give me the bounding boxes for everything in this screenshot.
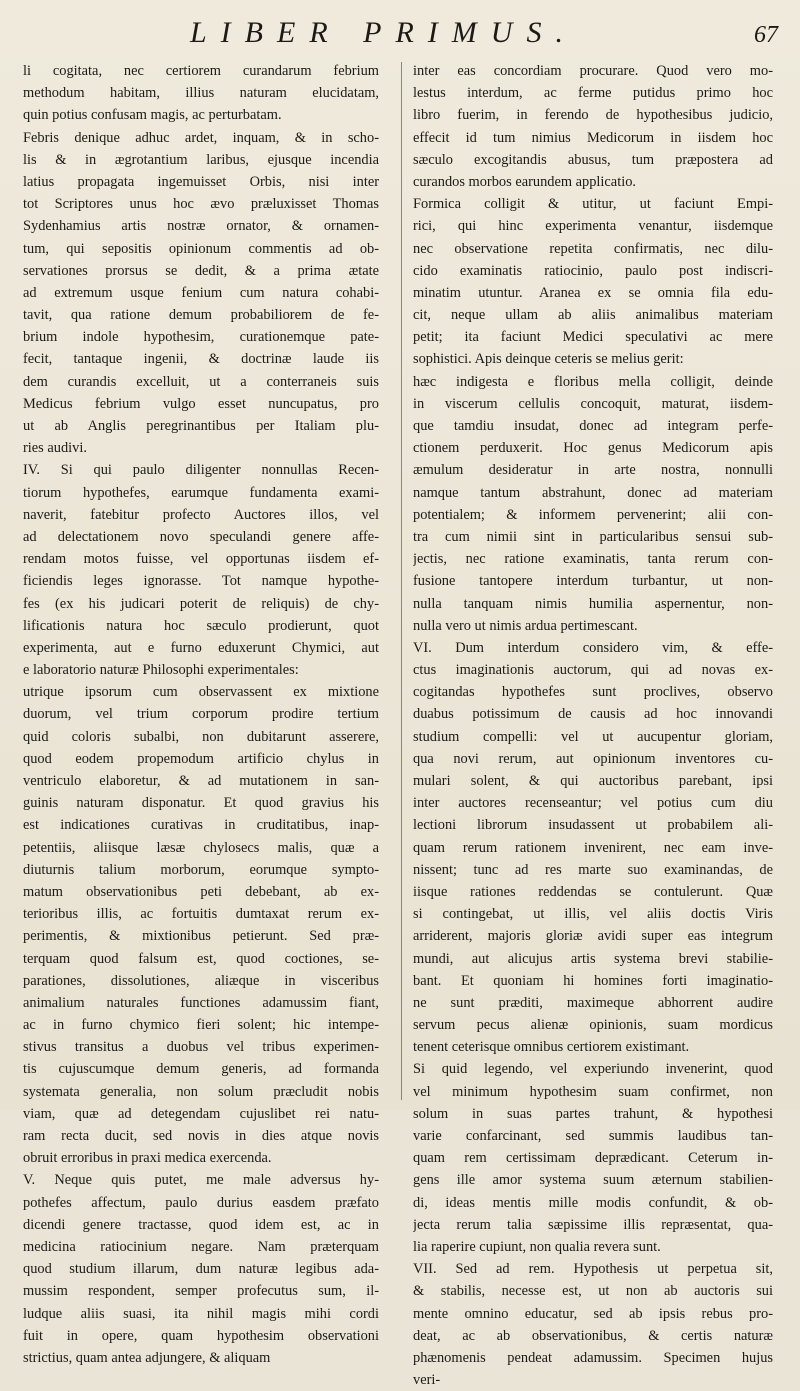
text-line: Medicus febrium vulgo esset nuncupatus, pro <box>23 395 379 412</box>
right-text-column <box>413 60 773 1391</box>
text-line: tot Scriptores unus hoc ævo præluxisset Thomas <box>23 196 379 213</box>
text-line: deat, ac ab observationibus, & certis naturæ <box>413 1327 773 1344</box>
text-line: viam, quæ ad detegendam cujuslibet rei natu- <box>23 1105 379 1122</box>
text-line: lectioni librorum insudassent ut probabilem ali- <box>413 817 773 834</box>
text-line: dicendi genere tractasse, quod idem est, ac in <box>23 1216 379 1233</box>
text-line: terquam quod falsum est, quod coctiones, se- <box>23 950 379 967</box>
text-line: obruit erroribus in praxi medica exercenda. <box>23 1150 272 1167</box>
text-line: vel minimum hypothesim suam confirmet, non <box>413 1083 773 1100</box>
text-line: Sydenhamius artis nostræ ornator, & ornamen- <box>23 218 379 235</box>
text-line: e laboratorio naturæ Philosophi experimentales: <box>23 662 299 679</box>
text-line: namque tantum abstrahunt, donec ad materiam <box>413 484 773 501</box>
text-line: utrique ipsorum cum observassent ex mixtione <box>23 684 379 701</box>
text-line: quod studium illarum, dum naturæ legibus ada- <box>23 1261 379 1278</box>
text-line: si contingebat, ut illis, vel aliis doctis Viris <box>413 906 773 923</box>
text-line: nulla vero ut nimis ardua pertimescant. <box>413 617 638 634</box>
text-line: ctus imaginationis auctorum, qui ad novas ex- <box>413 662 773 679</box>
text-line: fes (ex his judicari poterit de reliquis) de chy- <box>23 595 379 612</box>
text-line: gens ille amor systema suum æternum stabilien- <box>413 1172 773 1189</box>
text-line: ficiendis leges ignorasse. Tot namque hypothe- <box>23 573 379 590</box>
text-line: tavit, qua ratione demum probabiliorem de fe- <box>23 307 379 324</box>
text-line: ludque aliis suasi, ita nihil magis mihi cordi <box>23 1305 379 1322</box>
text-line: dem curandis excelluit, ut a conterraneis suis <box>23 373 379 390</box>
text-line: bant. Et quoniam hi homines forti imaginatio- <box>413 972 773 989</box>
text-line: Febris denique adhuc ardet, inquam, & in scho- <box>23 129 379 146</box>
text-line: libro fuerim, in ferendo de hypothesibus judicio, <box>413 107 773 124</box>
text-line: cido examinatis ratiocinio, paulo post indiscri- <box>413 262 773 279</box>
text-line: latius propagata ingemuisset Orbis, nisi inter <box>23 173 379 190</box>
text-line: minatim utuntur. Aranea ex se omnia fila edu- <box>413 284 773 301</box>
text-line: nissent; tunc ad res marte suo examinandas, de <box>413 861 773 878</box>
text-line: medicina ratiocinium negare. Nam præterquam <box>23 1238 379 1255</box>
text-line: IV. Si qui paulo diligenter nonnullas Recen- <box>23 462 379 479</box>
text-line: guinis naturam disponatur. Et quod gravius his <box>23 795 379 812</box>
text-line: systemata generalia, non solum præcludit nobis <box>23 1083 379 1100</box>
running-head: LIBER PRIMUS. <box>190 16 577 49</box>
text-line: tum, qui sepositis opinionum commentis ad ob- <box>23 240 379 257</box>
text-line: solum in suas partes trahunt, & hypothesi <box>413 1105 773 1122</box>
text-line: jecta rerum talia sæpissime illis repræsentat, qua- <box>413 1216 773 1233</box>
text-line: V. Neque quis putet, me male adversus hy- <box>23 1172 379 1189</box>
text-line: studium compelli: vel ut aucupentur gloriam, <box>413 728 773 745</box>
text-line: tiorum hypothefes, earumque fundamenta exami- <box>23 484 379 501</box>
text-line: hæc indigesta e floribus mella colligit, deinde <box>413 373 773 390</box>
text-line: Si quid legendo, vel experiundo invenerint, quod <box>413 1061 773 1078</box>
text-line: cogitandas hypothefes sunt proclives, observo <box>413 684 773 701</box>
text-line: mundi, aut alicujus artis systema brevi stabilie- <box>413 950 773 967</box>
text-line: est indicationes curativas in cruditatibus, inap- <box>23 817 379 834</box>
text-line: fecit, tantaque ingenii, & doctrinæ laude iis <box>23 351 379 368</box>
text-line: curandos morbos earundem applicatio. <box>413 173 636 190</box>
text-line: nec observatione repetita confirmatis, nec dilu- <box>413 240 773 257</box>
text-line: methodum habitam, illius naturam elucidatam, <box>23 85 379 102</box>
text-line: effecit id tum nimius Medicorum in iisdem hoc <box>413 129 773 146</box>
text-line: ctionem perduxerit. Hoc genus Medicorum apis <box>413 440 773 457</box>
text-line: diuturnis talium morborum, eorumque sympto- <box>23 861 379 878</box>
text-line: iisque rationes reddendas se contulerunt. Quæ <box>413 883 773 900</box>
text-line: servum pecus alienæ opinionis, suam mordicus <box>413 1017 773 1034</box>
text-line: VII. Sed ad rem. Hypothesis ut perpetua sit, <box>413 1261 773 1278</box>
text-line: li cogitata, nec certiorem curandarum febrium <box>23 63 379 79</box>
text-line: parationes, dissolutiones, aliæque in visceribus <box>23 972 379 989</box>
text-line: sæculo excogitandis abusus, tum præpostera ad <box>413 151 773 168</box>
text-line: veri- <box>413 1372 441 1389</box>
text-line: ut ab Anglis peregrinantibus per Italiam plu- <box>23 418 379 434</box>
text-line: jectis, nec ratione examinatis, tanta rerum con- <box>413 551 773 568</box>
text-line: que tamdiu insudat, donec ad integram perfe- <box>413 418 773 434</box>
text-line: petentiis, aliisque læsæ chylosecs malis, quæ a <box>23 839 379 856</box>
text-line: ac in furno chymico fieri solent; hic intempe- <box>23 1017 379 1034</box>
text-line: rici, qui hinc experimenta venantur, iisdemque <box>413 218 773 235</box>
text-line: quid coloris subalbi, non dubitarunt asserere, <box>23 728 379 745</box>
text-line: quod eodem propemodum artificio chylus in <box>23 750 379 767</box>
page-header <box>0 10 800 50</box>
text-line: quam rem certissimam deprædicant. Ceterum in- <box>413 1150 773 1167</box>
text-line: potentialem; & informem pervenerint; alii con- <box>413 506 773 523</box>
text-line: tis cujuscumque demum generis, ad formanda <box>23 1061 379 1078</box>
text-line: nulla tanquam nimis humilia aspernentur, non- <box>413 595 773 612</box>
text-line: quam rerum rationem invenirent, nec eam inve- <box>413 839 773 856</box>
text-line: duabus potissimum de causis ad hoc innovandi <box>413 706 773 723</box>
text-line: & stabilis, necesse est, ut non ab auctoris sui <box>413 1283 773 1300</box>
text-line: quin potius confusam magis, ac perturbatam. <box>23 107 282 124</box>
column-divider <box>401 62 402 1100</box>
text-line: perimentis, & mixtionibus petierunt. Sed præ- <box>23 928 379 945</box>
text-line: æmulum desideratur in arte nostra, nonnulli <box>413 462 773 479</box>
text-line: Formica colligit & utitur, ut faciunt Empi- <box>413 196 773 213</box>
left-text-column <box>23 60 379 1369</box>
text-line: ries audivi. <box>23 440 87 457</box>
text-line: sophistici. Apis deinque ceteris se melius gerit: <box>413 351 684 368</box>
text-line: mussim respondent, semper profecutus sum, il- <box>23 1283 379 1300</box>
text-line: ventriculo elaboretur, & ad mutationem in san- <box>23 773 379 789</box>
text-line: inter eas concordiam procurare. Quod vero mo- <box>413 63 773 79</box>
text-line: qua novi rerum, aut opinionum inventores cu- <box>413 750 773 767</box>
text-line: arriderent, majoris gloriæ avidi super eas integrum <box>413 928 773 945</box>
text-line: mente omnino educatur, sed ab ipsis rebus pro- <box>413 1305 773 1322</box>
text-line: inter auctores recenseantur; vel potius cum diu <box>413 795 773 812</box>
text-line: lestus interdum, ac ferme putidus primo hoc <box>413 85 773 102</box>
page-number: 67 <box>754 22 778 48</box>
text-line: VI. Dum interdum considero vim, & effe- <box>413 639 773 656</box>
text-line: animalium naturales functiones adamussim fiant, <box>23 994 379 1011</box>
text-line: lis & in ægrotantium laribus, ejusque incendia <box>23 151 379 168</box>
text-line: brium indole hypothesim, curationemque pate- <box>23 329 379 346</box>
text-line: fuit in opere, quam hypothesim observationi <box>23 1327 379 1344</box>
text-line: duorum, vel trium corporum prodire tertium <box>23 706 379 723</box>
text-line: experimenta, aut e furno eduxerunt Chymici, aut <box>23 639 379 656</box>
text-line: di, ideas mentis mille modis confundit, & ob- <box>413 1194 773 1211</box>
text-line: fusione tantopere interdum turbantur, ut non- <box>413 573 773 590</box>
text-line: in viscerum cellulis concoquit, maturat, iisdem- <box>413 395 773 412</box>
text-line: servationes prorsus se dedit, & a prima ætate <box>23 262 379 279</box>
text-line: matum observationibus peti debebant, ab ex- <box>23 883 379 900</box>
text-line: phænomenis pendeat adamussim. Specimen hujus <box>413 1349 773 1366</box>
text-line: cit, neque ullam ab aliis animalibus materiam <box>413 307 773 324</box>
text-line: tenent ceterisque omnibus certiorem existimant. <box>413 1039 690 1056</box>
text-line: ram recta ducit, sed novis in dies atque novis <box>23 1128 379 1144</box>
text-line: ne sunt præditi, maximeque abhorrent audire <box>413 994 773 1011</box>
text-line: strictius, quam antea adjungere, & aliquam <box>23 1349 271 1366</box>
text-line: lia raperire cupiunt, non qualia revera sunt. <box>413 1238 661 1255</box>
text-line: varie confarcinant, sed summis laudibus tan- <box>413 1128 773 1144</box>
text-line: ad delectationem novo speculandi genere affe- <box>23 528 379 545</box>
text-line: petit; ita faciunt Medici speculativi ac mere <box>413 329 773 346</box>
text-line: lificationis natura hoc sæculo prodierunt, quot <box>23 617 379 634</box>
text-line: mulari solent, & qui auctoribus parebant, ipsi <box>413 773 773 789</box>
text-line: naverit, fatebitur profecto Auctores illos, vel <box>23 506 379 523</box>
text-line: rendam motos fuisse, vel opportunas iisdem ef- <box>23 551 379 568</box>
text-line: tra cum nimii sint in particularibus sensui sub- <box>413 528 773 545</box>
text-line: stivus transitus a duobus vel tribus experimen- <box>23 1039 379 1056</box>
text-line: terioribus illis, ac fortuitis dumtaxat rerum ex- <box>23 906 379 923</box>
text-line: pothefes affectum, paulo durius easdem præfato <box>23 1194 379 1211</box>
text-line: ad extremum usque fenium cum natura cohabi- <box>23 284 379 301</box>
